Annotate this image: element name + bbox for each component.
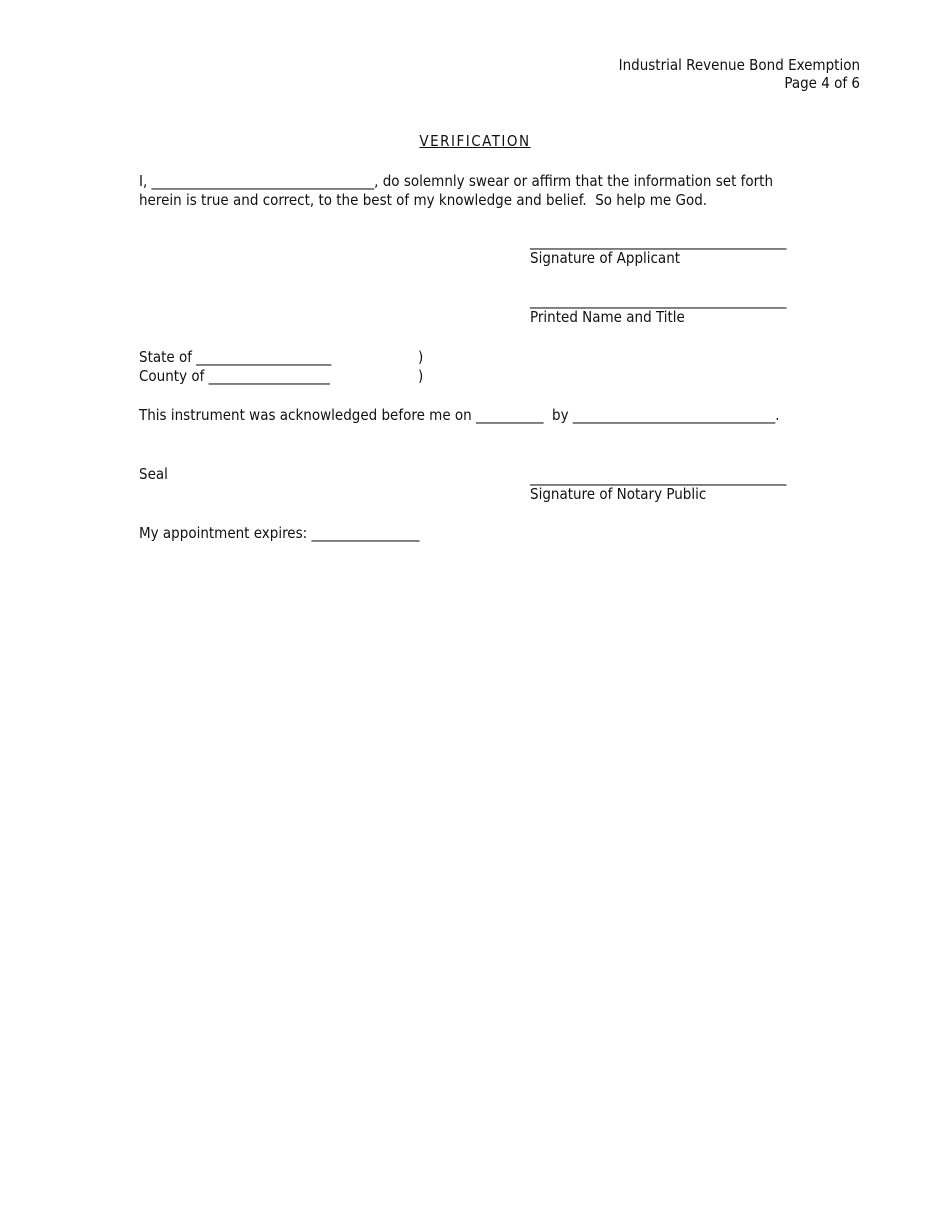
seal-label: Seal <box>139 465 168 483</box>
header-doc-title: Industrial Revenue Bond Exemption <box>618 56 860 74</box>
county-paren: ) <box>418 367 424 385</box>
header-page-number: Page 4 of 6 <box>784 74 860 92</box>
page-title: VERIFICATION <box>419 132 531 150</box>
notary-signature-line[interactable]: ______________________________________ <box>530 468 787 486</box>
state-field[interactable]: State of ____________________ <box>139 348 332 366</box>
printed-name-line[interactable]: ______________________________________ <box>530 291 787 309</box>
printed-name-label: Printed Name and Title <box>530 308 685 326</box>
oath-line-2: herein is true and correct, to the best of my knowledge and belief. So help me God. <box>139 191 708 209</box>
state-paren: ) <box>418 348 424 366</box>
acknowledgment-line[interactable]: This instrument was acknowledged before me on __________ by ______________________________. <box>139 406 780 424</box>
county-field[interactable]: County of __________________ <box>139 367 331 385</box>
appointment-expires-field[interactable]: My appointment expires: ________________ <box>139 524 420 542</box>
oath-line-1[interactable]: I, _________________________________, do solemnly swear or affirm that the information set forth <box>139 172 774 190</box>
applicant-signature-label: Signature of Applicant <box>530 249 681 267</box>
notary-signature-label: Signature of Notary Public <box>530 485 707 503</box>
applicant-signature-line[interactable]: ______________________________________ <box>530 232 787 250</box>
